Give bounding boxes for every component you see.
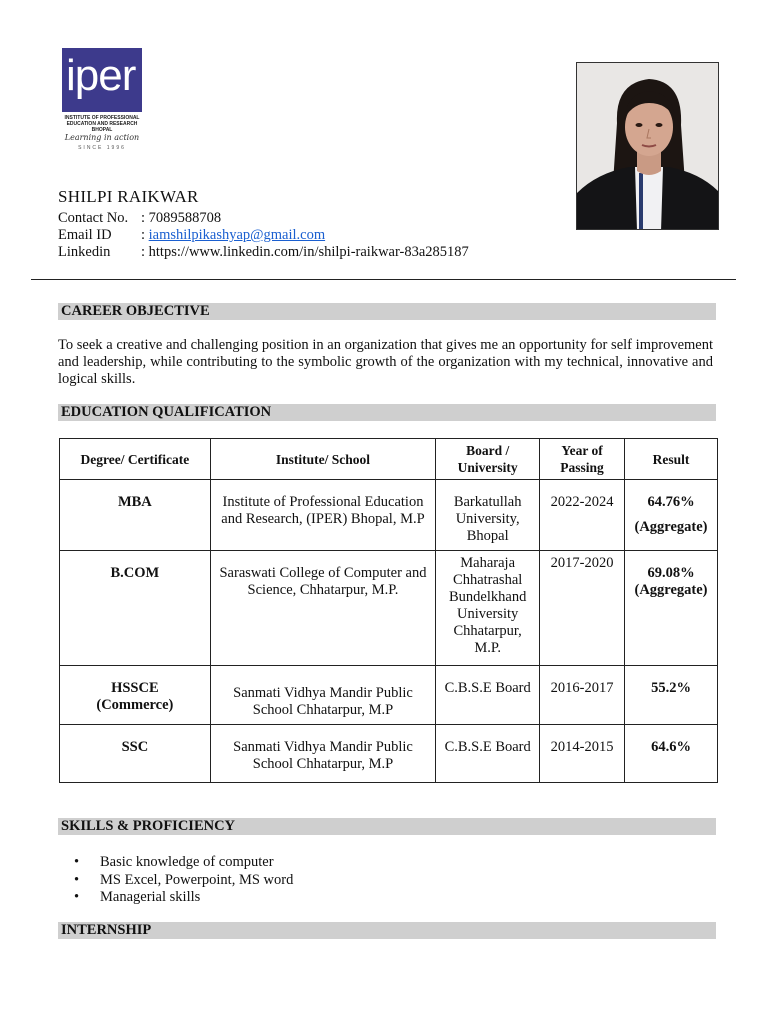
career-objective-heading: CAREER OBJECTIVE	[58, 303, 716, 320]
logo-wordmark: iper	[66, 51, 136, 100]
degree-cell	[60, 666, 211, 725]
education-heading: EDUCATION QUALIFICATION	[58, 404, 716, 421]
result-cell: 55.2%	[625, 666, 718, 725]
profile-photo	[576, 62, 719, 230]
board-cell: Barkatullah University, Bhopal	[436, 480, 540, 551]
career-objective-text: To seek a creative and challenging position in an organization that gives me an opportunity for self improvement and leadership, while contributing to the symbolic growth of the organization with my technical, innovative and logical skills.	[58, 337, 713, 387]
logo-line-3: BHOPAL	[91, 127, 113, 133]
year-cell: 2016-2017	[540, 666, 625, 725]
column-header-year: Year of Passing	[540, 439, 625, 480]
logo-tagline: Learning in action	[64, 133, 140, 142]
contact-line	[58, 210, 221, 227]
result-cell	[625, 480, 718, 551]
skills-heading: SKILLS & PROFICIENCY	[58, 818, 716, 835]
contact-label: Contact No.	[58, 210, 129, 226]
linkedin-line	[58, 244, 469, 261]
degree-value: HSSCE	[111, 680, 159, 696]
result-cell: 64.6%	[625, 725, 718, 783]
institute-cell: Sanmati Vidhya Mandir Public School Chhatarpur, M.P	[210, 725, 435, 783]
portrait-image	[577, 63, 719, 230]
email-separator: :	[141, 227, 146, 243]
linkedin-label: Linkedin	[58, 244, 111, 260]
table-row	[60, 480, 718, 551]
result-note: (Aggregate)	[634, 519, 708, 535]
email-line	[58, 227, 325, 244]
table-header-row	[60, 439, 718, 480]
contact-value: : 7089588708	[141, 210, 222, 226]
table-row	[60, 666, 718, 725]
result-value: 69.08%	[647, 565, 695, 581]
degree-cell: SSC	[60, 725, 211, 783]
table-row	[60, 551, 718, 666]
board-cell: Maharaja Chhatrashal Bundelkhand University Chhatarpur, M.P.	[436, 551, 540, 666]
institute-cell: Saraswati College of Computer and Science, Chhatarpur, M.P.	[210, 551, 435, 666]
column-header-institute: Institute/ School	[210, 439, 435, 480]
institute-cell: Sanmati Vidhya Mandir Public School Chhatarpur, M.P	[210, 666, 435, 725]
year-cell: 2017-2020	[540, 551, 625, 666]
degree-cell: MBA	[60, 480, 211, 551]
institute-cell: Institute of Professional Education and Research, (IPER) Bhopal, M.P	[210, 480, 435, 551]
table-row	[60, 725, 718, 783]
logo-line-1: INSTITUTE OF PROFESSIONAL	[64, 115, 140, 121]
skills-list	[58, 854, 293, 907]
column-header-degree: Degree/ Certificate	[60, 439, 211, 480]
logo-since: SINCE 1996	[78, 145, 126, 151]
list-item: • MS Excel, Powerpoint, MS word	[58, 872, 293, 890]
header-divider	[31, 279, 736, 280]
degree-note: (Commerce)	[96, 697, 174, 713]
board-cell: C.B.S.E Board	[436, 666, 540, 725]
list-item: • Basic knowledge of computer	[58, 854, 293, 872]
education-table	[59, 438, 718, 783]
year-cell: 2014-2015	[540, 725, 625, 783]
board-cell: C.B.S.E Board	[436, 725, 540, 783]
candidate-name: SHILPI RAIKWAR	[58, 187, 199, 206]
linkedin-value: : https://www.linkedin.com/in/shilpi-raikwar-83a285187	[141, 244, 469, 260]
year-cell: 2022-2024	[540, 480, 625, 551]
logo-line-2: EDUCATION AND RESEARCH	[66, 121, 138, 127]
internship-heading: INTERNSHIP	[58, 922, 716, 939]
column-header-board: Board / University	[436, 439, 540, 480]
result-cell	[625, 551, 718, 666]
result-note: (Aggregate)	[634, 582, 708, 598]
column-header-result: Result	[625, 439, 718, 480]
result-value: 64.76%	[647, 494, 695, 510]
list-item: • Managerial skills	[58, 889, 293, 907]
email-link[interactable]: iamshilpikashyap@gmail.com	[148, 227, 326, 243]
email-label: Email ID	[58, 227, 112, 243]
degree-cell: B.COM	[60, 551, 211, 666]
